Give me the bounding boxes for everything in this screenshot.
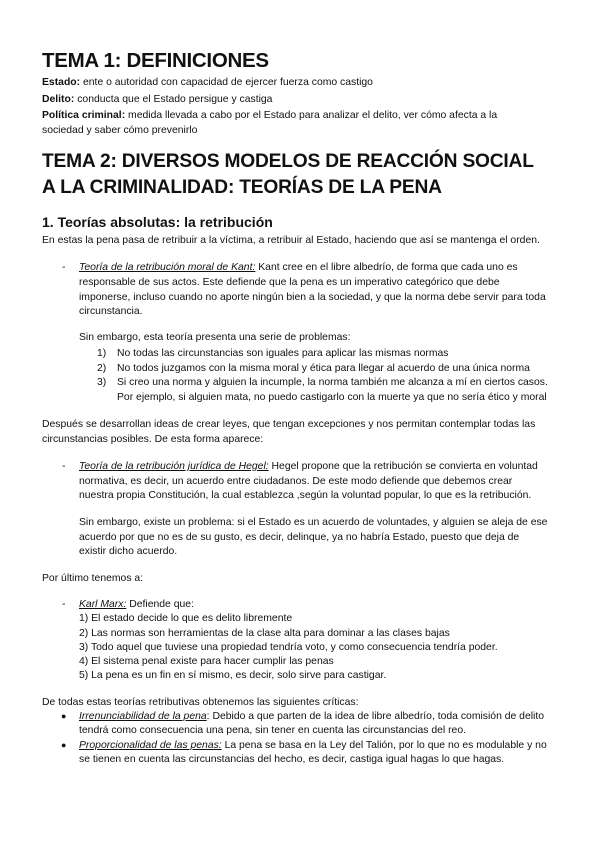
critica-text: : Debido a que parten de la idea de libre albedrío, toda comisión de delito [206,711,545,722]
hegel-text: Hegel propone que la retribución se convierta en voluntad [268,461,538,472]
criticas-intro: De todas estas teorías retributivas obtenemos las siguientes críticas: [42,697,359,708]
marx-point: 1) El estado decide lo que es delito libremente [79,613,293,624]
critica-title: Proporcionalidad de las penas: [79,740,222,751]
dash-bullet: - [62,461,66,472]
despues-line-2: circunstancias posibles. De esta forma aparece: [42,434,264,445]
marx-intro-line [79,598,194,611]
kant-paragraph-line-3: imponerse, incluso cuando no aporte ningún bien a la sociedad, y que la norma debe servir para toda [79,292,546,303]
kant-paragraph-line-4: circunstancia. [79,306,143,317]
marx-title: Karl Marx: [79,599,127,610]
critica-text: La pena se basa en la Ley del Talión, por lo que no es modulable y no [221,740,547,751]
critica-irrenunciabilidad-line-1 [79,710,544,723]
definition-term: Delito: [42,94,75,105]
critica-title: Irrenunciabilidad de la pena [79,711,207,722]
definition-text: conducta que el Estado persigue y castiga [74,94,273,105]
kant-text: Kant cree en el libre albedrío, de forma que cada uno es [255,262,518,273]
hegel-problem-line-2: acuerdo por que no es de su gusto, es decir, delinque, ya no habría Estado, puesto que deja de [79,532,520,543]
definition-term: Estado: [42,77,81,88]
dash-bullet: - [62,599,66,610]
definition-text: ente o autoridad con capacidad de ejercer fuerza como castigo [80,77,373,88]
section-1-heading: 1. Teorías absolutas: la retribución [42,214,273,230]
hegel-theory-title: Teoría de la retribución jurídica de Hegel: [79,461,269,472]
despues-line-1: Después se desarrollan ideas de crear leyes, que tengan excepciones y nos permitan contemplar todas las [42,419,536,430]
kant-problem-continuation: Por ejemplo, si alguien mata, no puedo castigarlo con la muerte ya que no sería ético y moral [117,392,547,403]
kant-theory-title: Teoría de la retribución moral de Kant: [79,262,256,273]
hegel-paragraph-line-1 [79,460,538,473]
tema2-title-line-1: TEMA 2: DIVERSOS MODELOS DE REACCIÓN SOCIAL [42,151,534,172]
hegel-problem-line-3: existir dicho acuerdo. [79,546,178,557]
critica-irrenunciabilidad-line-2: tendrá como consecuencia una pena, sin tener en cuenta las circunstancias del reo. [79,725,467,736]
dash-bullet: - [62,262,66,273]
kant-problem-text: No todos juzgamos con la misma moral y ética para llegar al acuerdo de una única norma [117,363,530,374]
round-bullet: ● [61,711,67,721]
critica-proporcionalidad-line-1 [79,739,547,752]
definition-estado [42,76,373,89]
round-bullet: ● [61,740,67,750]
definition-term: Política criminal: [42,110,126,121]
kant-problem-text: Si creo una norma y alguien la incumple, la norma también me alcanza a mí en ciertos casos. [117,377,548,388]
kant-problem-number: 1) [97,348,107,359]
definition-text: medida llevada a cabo por el Estado para analizar el delito, ver cómo afecta a la [125,110,498,121]
hegel-problem-line-1: Sin embargo, existe un problema: si el Estado es un acuerdo de voluntades, y alguien se aleja de ese [79,517,548,528]
marx-intro: Defiende que: [126,599,194,610]
critica-proporcionalidad-line-2: se tienen en cuenta las circunstancias del hecho, es decir, castiga igual hagas lo que hagas. [79,754,505,765]
tema1-title: TEMA 1: DEFINICIONES [42,49,269,72]
marx-point: 2) Las normas son herramientas de la clase alta para dominar a las clases bajas [79,628,450,639]
definition-delito [42,93,272,106]
definition-politica-criminal [42,109,497,122]
kant-paragraph-line-2: responsable de sus actos. Este defiende que la pena es un imperativo categórico que debe [79,277,500,288]
kant-problem-number: 2) [97,363,107,374]
hegel-paragraph-line-3: nuestra propia Constitución, la cual establezca ,según la voluntad popular, lo que es la retribución. [79,490,532,501]
section-1-intro: En estas la pena pasa de retribuir a la víctima, a retribuir al Estado, haciendo que así se mantenga el orden. [42,235,540,246]
kant-problem-text: No todas las circunstancias son iguales para aplicar las mismas normas [117,348,449,359]
kant-paragraph-line-1 [79,261,518,274]
tema2-title-line-2: A LA CRIMINALIDAD: TEORÍAS DE LA PENA [42,177,442,198]
hegel-paragraph-line-2: normativa, es decir, un acuerdo entre ciudadanos. De este modo defiende que debemos crear [79,476,513,487]
marx-point: 3) Todo aquel que tuviese una propiedad tendría voto, y como consecuencia tendría poder. [79,642,498,653]
ultimo-line: Por último tenemos a: [42,573,144,584]
marx-point: 4) El sistema penal existe para hacer cumplir las penas [79,656,334,667]
marx-point: 5) La pena es un fin en sí mismo, es decir, solo sirve para castigar. [79,670,387,681]
kant-problem-number: 3) [97,377,107,388]
kant-problems-intro: Sin embargo, esta teoría presenta una serie de problemas: [79,332,351,343]
definition-continuation: sociedad y saber cómo prevenirlo [42,125,198,136]
